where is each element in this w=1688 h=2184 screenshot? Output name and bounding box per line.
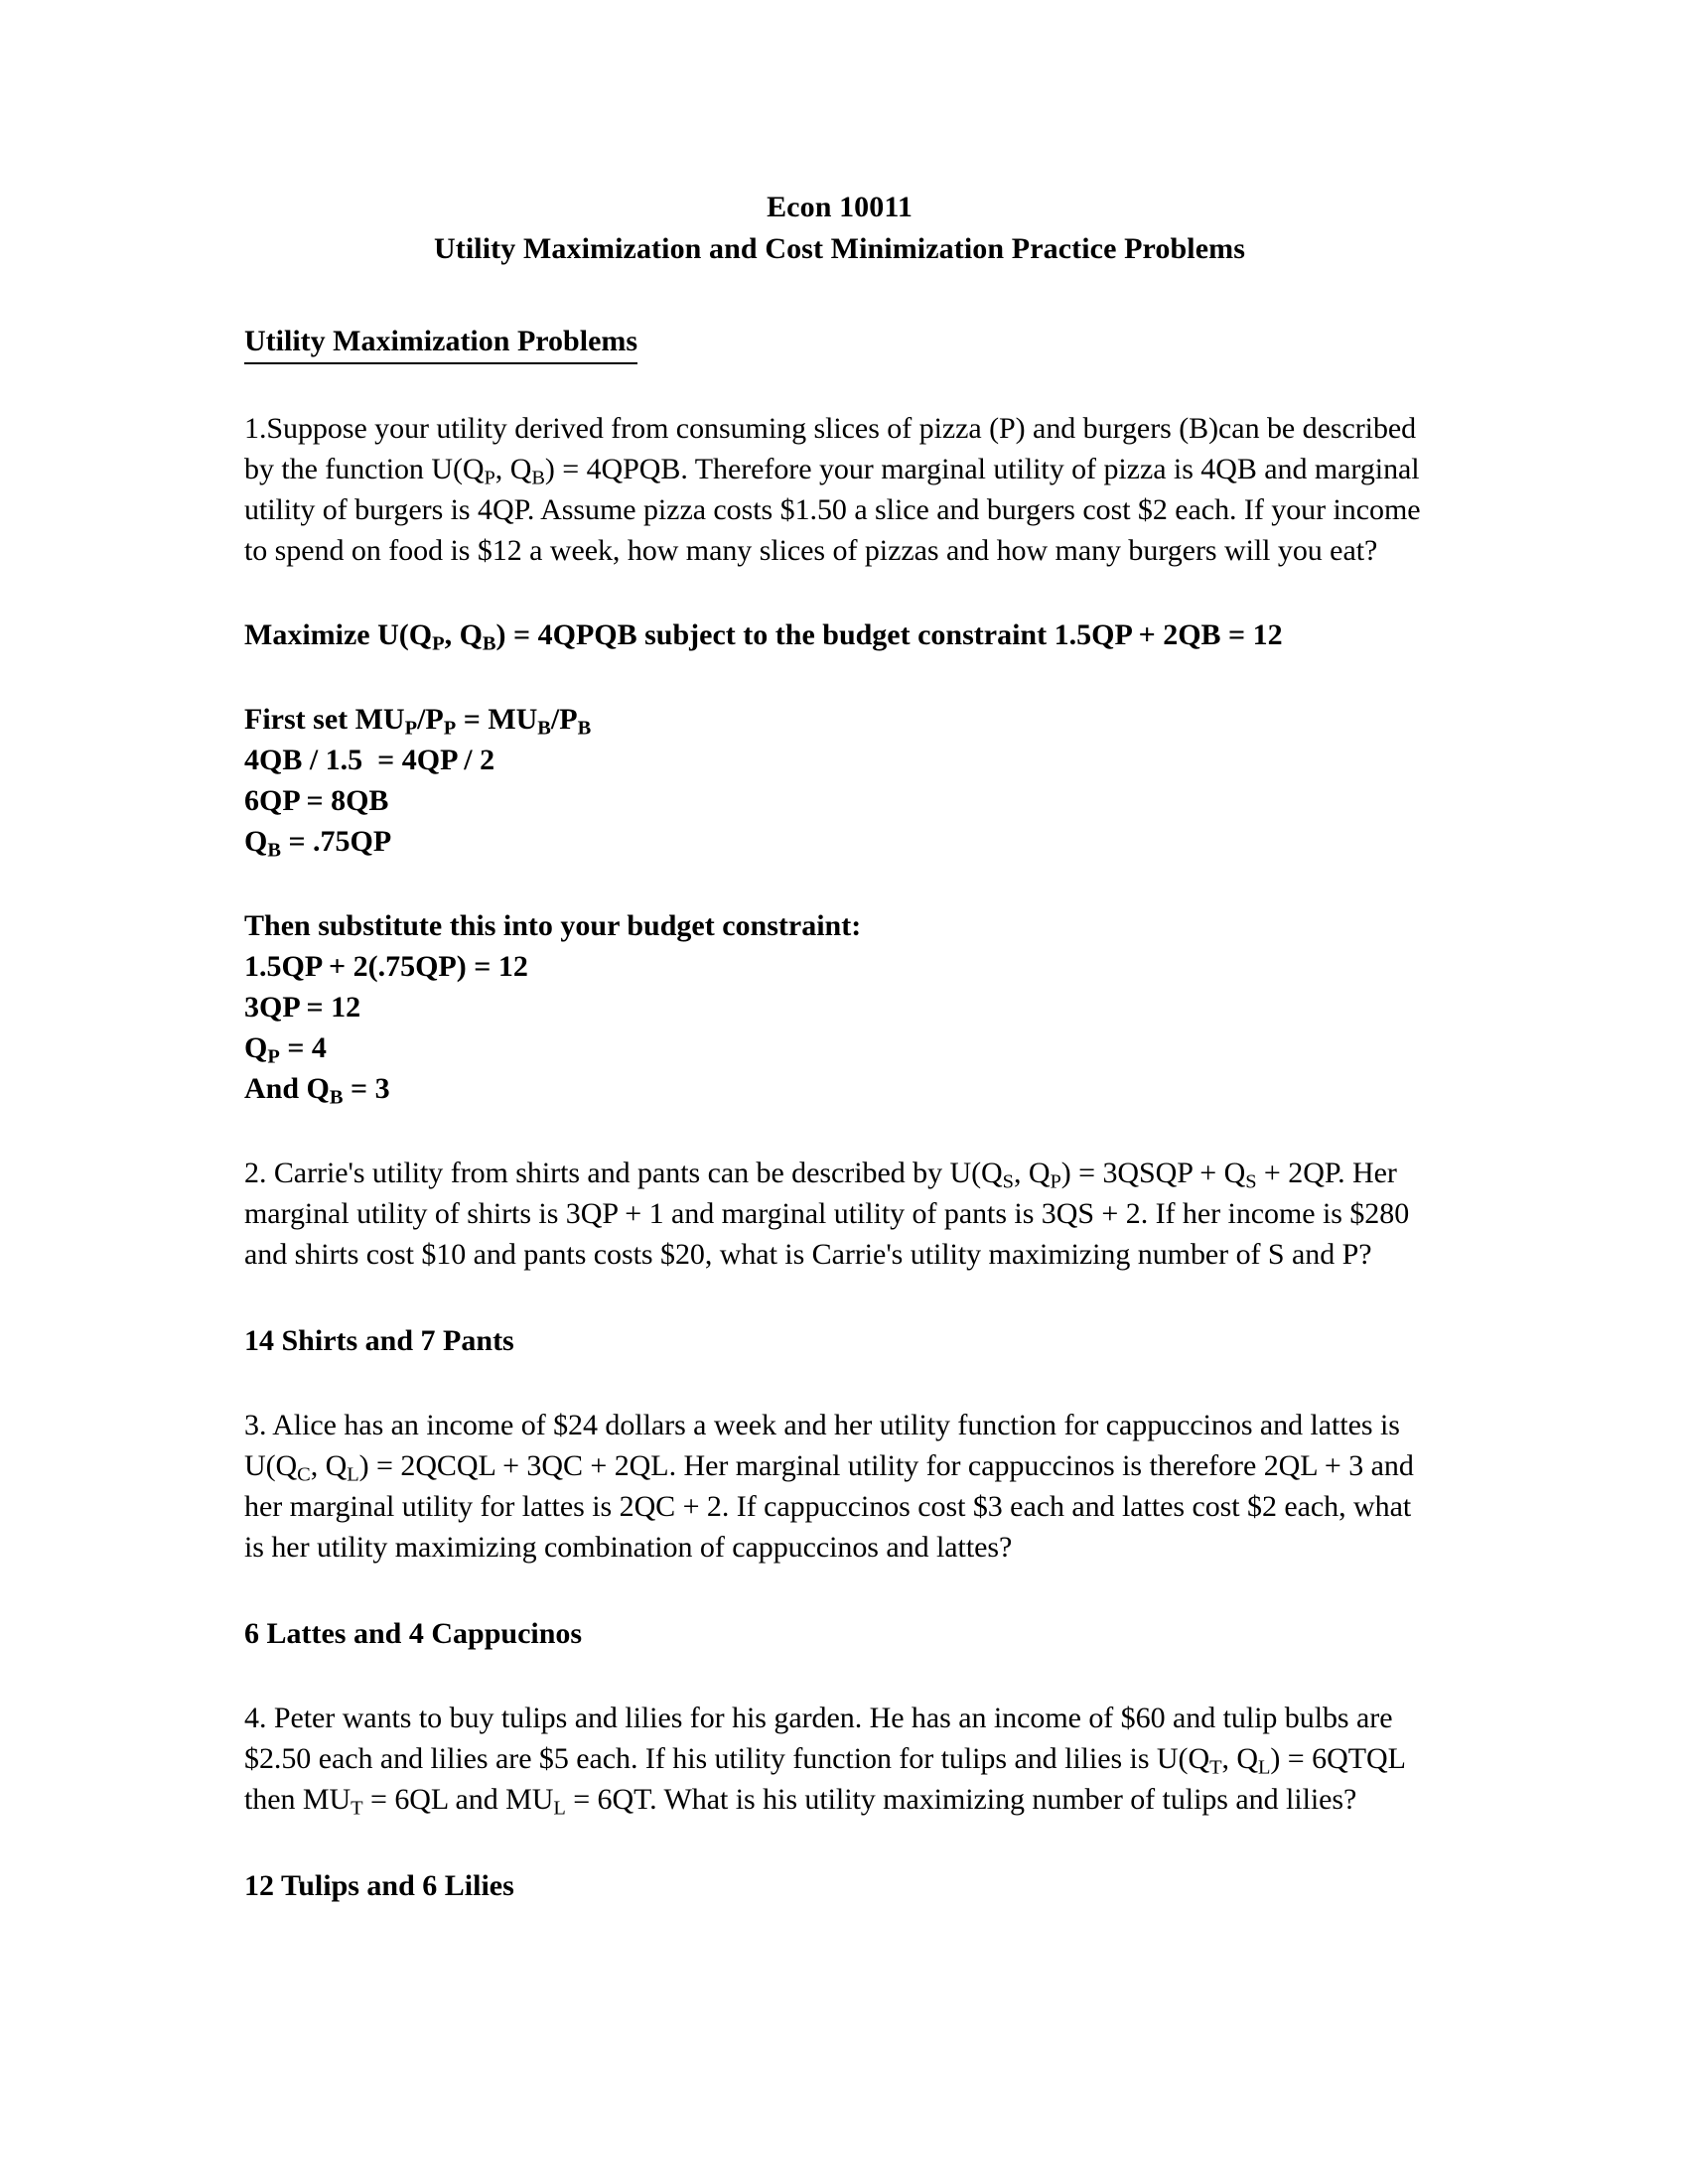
problem-1-maximize-line: Maximize $U(Q_P$, $Q_B$) = 4QPQB subject to the budget constraint 1.5QP + 2QB = 12 [244,618,1283,655]
course-code: Econ 10011 [767,191,913,223]
problem-1-step-block-1 [244,699,1435,862]
problem-1-step-line: 1.5QP + 2(.75QP) = 12 [244,950,528,983]
problem-1-step-line: And $Q_B = 3$ [244,1072,390,1109]
problem-4-prompt: 4. Peter wants to buy tulips and lilies for his garden. He has an income of $60 and tulip bulbs are $2.50 each and lilies are $5 each. If his utility function for tulips and lilies is $U(Q_T$, $Q_L$) = 6QTQL then $MU_T = 6QL$ and $MU_L = 6QT$. What is his utility maximizing number of tulips and lilies? [244,1702,1405,1820]
section-heading-utility-maximization: Utility Maximization Problems [244,322,637,364]
problem-1-step-line: 3QP = 12 [244,991,361,1024]
section-heading-container [244,270,1435,364]
problem-3-prompt: 3. Alice has an income of $24 dollars a week and her utility function for cappuccinos and lattes is $U(Q_C$, $Q_L$) = 2QCQL + 3QC + 2QL. Her marginal utility for cappuccinos is therefore 2QL + 3 and her marginal utility for lattes is 2QC + 2. If cappuccinos cost $3 each and lattes cost $2 each, what is her utility maximizing combination of cappuccinos and lattes? [244,1409,1414,1564]
problem-3-answer: 6 Lattes and 4 Cappucinos [244,1617,583,1650]
page-title [244,187,1435,270]
problem-1-prompt: 1.Suppose your utility derived from consuming slices of pizza (P) and burgers (B)can be described by the function $U(Q_P$, $Q_B$) = 4QPQB. Therefore your marginal utility of pizza is 4QB and marginal utility of burgers is 4QP. Assume pizza costs $1.50 a slice and burgers cost $2 each. If your income to spend on food is $12 a week, how many slices of pizzas and how many burgers will you eat? [244,412,1421,567]
document-subtitle: Utility Maximization and Cost Minimization Practice Problems [434,232,1245,265]
problem-1-step-heading-1: First set $MU_P/P_P = MU_B/P_B$ [244,703,592,740]
problem-1-step-line: 4QB / 1.5 = 4QP / 2 [244,744,495,776]
problem-1-step-block-2 [244,905,1435,1109]
problem-1-step-line: $Q_B = .75QP$ [244,825,392,862]
problem-2-prompt: 2. Carrie's utility from shirts and pants can be described by $U(Q_S$, $Q_P$) = 3QSQP + $Q_S + 2QP$. Her marginal utility of shirts is 3QP + 1 and marginal utility of pants is 3QS + 2. If her income is $280 and shirts cost $10 and pants costs $20, what is Carrie's utility maximizing number of S and P? [244,1157,1410,1271]
problem-1-step-line: $Q_P = 4$ [244,1031,327,1068]
problem-1-step-line: 6QP = 8QB [244,784,389,817]
problem-4-answer: 12 Tulips and 6 Lilies [244,1869,514,1902]
problem-1-step-heading-2: Then substitute this into your budget constraint: [244,909,862,942]
problem-2-answer: 14 Shirts and 7 Pants [244,1324,514,1357]
